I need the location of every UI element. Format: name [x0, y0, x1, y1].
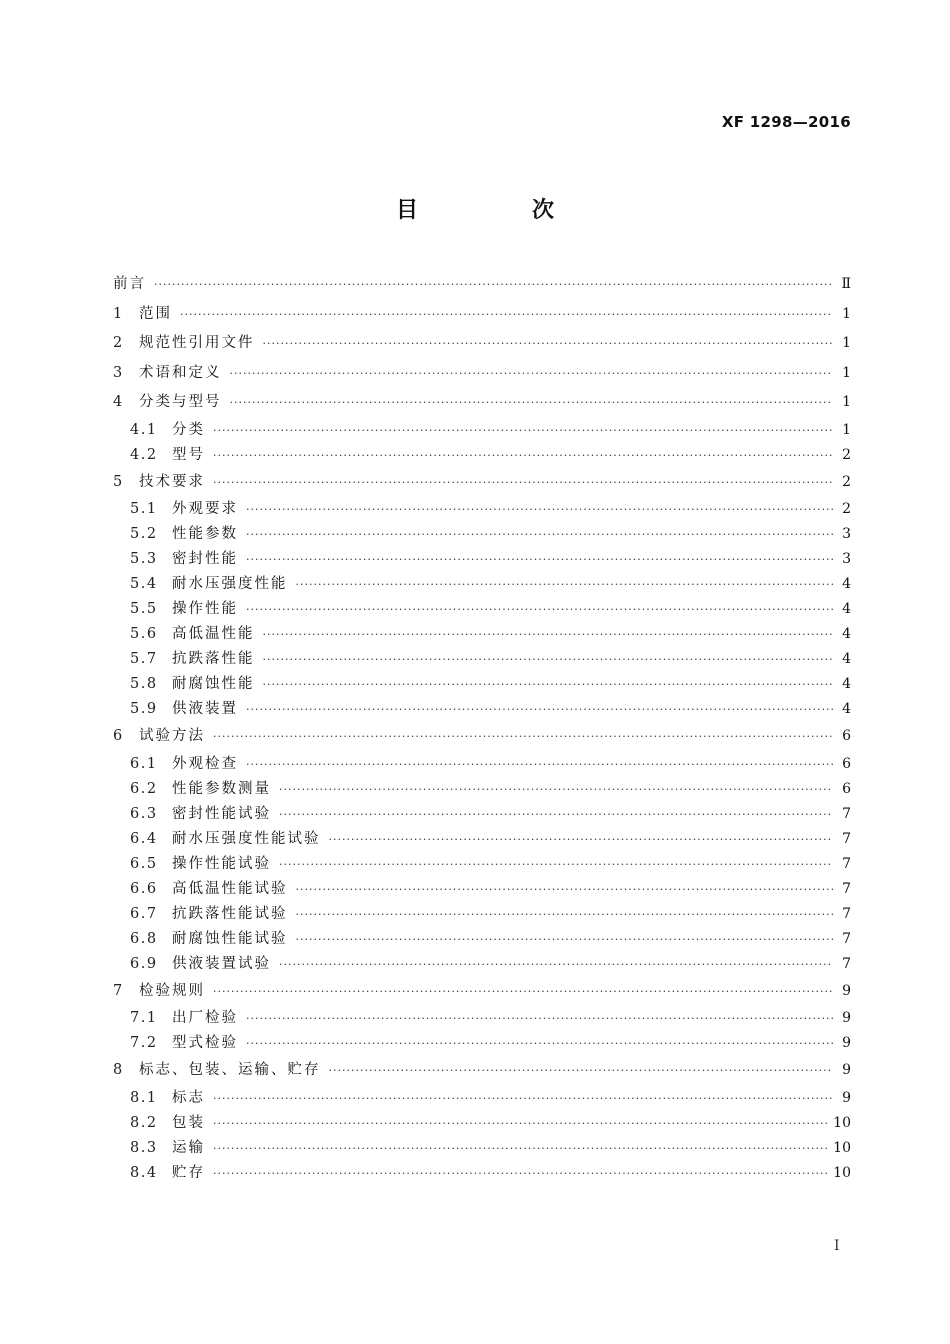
toc-entry-page: 2	[842, 473, 851, 490]
toc-dot-leader	[263, 622, 834, 647]
toc-entry-page: 4	[842, 676, 851, 692]
standard-code: XF 1298—2016	[721, 113, 851, 131]
toc-dot-leader	[296, 927, 834, 952]
toc-entry-page: 10	[833, 1139, 851, 1156]
toc-entry-label: 供液装置	[172, 701, 238, 717]
toc-dot-leader	[296, 902, 834, 927]
toc-entry-number: 7.2	[130, 1035, 158, 1051]
toc-entry-page: 9	[842, 982, 851, 999]
toc-entry-number: 8.3	[130, 1139, 158, 1156]
toc-entry-number: 6.4	[130, 830, 158, 847]
toc-entry-page: 1	[842, 364, 851, 381]
toc-entry-number: 5.6	[130, 626, 158, 642]
toc-entry-page: 4	[842, 651, 851, 667]
toc-entry[interactable]	[113, 647, 851, 672]
toc-entry-label: 包装	[172, 1114, 205, 1131]
toc-entry-number: 5.8	[130, 676, 158, 692]
toc-entry[interactable]	[113, 1086, 851, 1111]
toc-dot-leader	[263, 672, 834, 697]
toc-dot-leader	[279, 952, 833, 977]
toc-entry-label: 出厂检验	[172, 1010, 238, 1026]
toc-entry-page: 4	[842, 576, 851, 592]
toc-entry[interactable]	[113, 300, 851, 330]
toc-entry-page: 7	[842, 905, 851, 922]
toc-entry-label: 外观检查	[172, 755, 238, 772]
toc-entry-page: 7	[842, 955, 851, 972]
table-of-contents	[113, 270, 851, 1186]
toc-dot-leader	[213, 418, 833, 443]
toc-entry-number: 1	[113, 305, 123, 322]
toc-entry-number: 5.9	[130, 701, 158, 717]
toc-entry-page: 6	[842, 755, 851, 772]
toc-entry[interactable]	[113, 827, 851, 852]
toc-entry[interactable]	[113, 468, 851, 498]
toc-entry[interactable]	[113, 270, 851, 300]
toc-entry-page: 9	[842, 1062, 851, 1078]
toc-entry-label: 供液装置试验	[172, 955, 271, 972]
toc-entry[interactable]	[113, 1136, 851, 1161]
toc-entry-label: 耐水压强度性能试验	[172, 830, 321, 847]
toc-entry-label: 耐腐蚀性能试验	[172, 930, 288, 947]
toc-entry-number: 6	[113, 728, 123, 744]
toc-dot-leader	[246, 497, 833, 522]
toc-dot-leader	[329, 1056, 834, 1086]
toc-entry-label: 密封性能试验	[172, 805, 271, 822]
toc-entry[interactable]	[113, 952, 851, 977]
toc-dot-leader	[279, 802, 833, 827]
toc-entry-page: 1	[842, 421, 851, 438]
toc-entry-number: 5.1	[130, 501, 158, 517]
toc-entry[interactable]	[113, 329, 851, 359]
toc-entry-page: 7	[842, 830, 851, 847]
toc-entry-label: 分类	[172, 421, 205, 438]
toc-dot-leader	[230, 359, 834, 389]
toc-entry-label: 操作性能试验	[172, 855, 271, 872]
toc-entry-number: 7.1	[130, 1010, 158, 1026]
toc-entry[interactable]	[113, 522, 851, 547]
toc-entry[interactable]	[113, 852, 851, 877]
toc-dot-leader	[296, 572, 834, 597]
toc-entry-number: 5	[113, 473, 123, 490]
page-number: I	[834, 1238, 840, 1254]
toc-entry-label: 标志	[172, 1089, 205, 1106]
toc-entry-label: 密封性能	[172, 551, 238, 567]
toc-entry-page: 3	[842, 526, 851, 542]
toc-entry-number: 3	[113, 364, 123, 381]
toc-entry-number: 5.2	[130, 526, 158, 542]
toc-entry-label: 型号	[172, 446, 205, 463]
toc-entry-page: 7	[842, 805, 851, 822]
toc-entry-page: 1	[842, 335, 851, 351]
toc-entry-number: 6.6	[130, 880, 158, 897]
toc-entry-number: 7	[113, 982, 123, 999]
toc-entry[interactable]	[113, 388, 851, 418]
toc-entry-label: 耐腐蚀性能	[172, 676, 255, 692]
toc-entry-number: 6.2	[130, 780, 158, 797]
toc-entry-label: 高低温性能试验	[172, 880, 288, 897]
toc-entry-page: 7	[842, 880, 851, 897]
toc-entry-label: 性能参数	[172, 526, 238, 542]
toc-entry[interactable]	[113, 977, 851, 1007]
toc-entry[interactable]	[113, 443, 851, 468]
toc-dot-leader	[230, 388, 834, 418]
toc-entry-number: 6.3	[130, 805, 158, 822]
toc-entry[interactable]	[113, 1111, 851, 1136]
toc-entry[interactable]	[113, 777, 851, 802]
toc-entry-number: 8.2	[130, 1114, 158, 1131]
toc-dot-leader	[154, 270, 833, 300]
toc-dot-leader	[213, 443, 833, 468]
toc-entry[interactable]	[113, 572, 851, 597]
toc-entry-label: 分类与型号	[139, 394, 222, 410]
toc-entry[interactable]	[113, 547, 851, 572]
toc-entry-label: 范围	[139, 305, 172, 322]
toc-entry[interactable]	[113, 752, 851, 777]
toc-dot-leader	[246, 1031, 833, 1056]
toc-dot-leader	[213, 1161, 827, 1186]
toc-entry-number: 4.1	[130, 421, 158, 438]
toc-entry-label: 高低温性能	[172, 626, 255, 642]
toc-entry[interactable]	[113, 672, 851, 697]
toc-entry-page: 7	[842, 930, 851, 947]
page-title: 目 次	[395, 198, 600, 223]
toc-entry-page: 1	[842, 305, 851, 322]
toc-entry[interactable]	[113, 877, 851, 902]
toc-entry-page: 4	[842, 601, 851, 617]
toc-entry-label: 性能参数测量	[172, 780, 271, 797]
toc-dot-leader	[213, 1111, 827, 1136]
toc-dot-leader	[213, 722, 833, 752]
toc-entry-label: 操作性能	[172, 601, 238, 617]
toc-entry-number: 5.3	[130, 551, 158, 567]
toc-entry-number: 6.5	[130, 855, 158, 872]
toc-entry-label: 耐水压强度性能	[172, 576, 288, 592]
toc-entry-label: 检验规则	[139, 982, 205, 999]
toc-entry[interactable]	[113, 497, 851, 522]
toc-entry-number: 6.8	[130, 930, 158, 947]
toc-entry-page: 6	[842, 728, 851, 744]
toc-entry-label: 型式检验	[172, 1035, 238, 1051]
toc-entry-label: 外观要求	[172, 501, 238, 517]
toc-entry-number: 5.5	[130, 601, 158, 617]
toc-entry-label: 技术要求	[139, 473, 205, 490]
toc-entry-page: 9	[842, 1089, 851, 1106]
toc-entry[interactable]	[113, 1056, 851, 1086]
toc-entry-page: 10	[833, 1164, 851, 1181]
toc-entry-page: 4	[842, 626, 851, 642]
toc-entry[interactable]	[113, 622, 851, 647]
toc-entry-page: 4	[842, 701, 851, 717]
toc-entry[interactable]	[113, 1006, 851, 1031]
toc-dot-leader	[246, 522, 833, 547]
toc-entry[interactable]	[113, 597, 851, 622]
toc-dot-leader	[246, 697, 833, 722]
toc-entry-page: 9	[842, 1010, 851, 1026]
toc-entry-number: 4	[113, 394, 123, 410]
toc-dot-leader	[296, 877, 834, 902]
toc-dot-leader	[213, 468, 833, 498]
toc-dot-leader	[329, 827, 834, 852]
toc-entry[interactable]	[113, 802, 851, 827]
toc-entry-number: 6.1	[130, 755, 158, 772]
toc-entry-label: 术语和定义	[139, 364, 222, 381]
toc-entry-label: 贮存	[172, 1164, 205, 1181]
toc-entry-page: 9	[842, 1035, 851, 1051]
toc-entry-number: 6.9	[130, 955, 158, 972]
toc-entry-label: 抗跌落性能	[172, 651, 255, 667]
toc-dot-leader	[213, 977, 833, 1007]
toc-entry-label: 标志、包装、运输、贮存	[139, 1062, 321, 1078]
toc-entry-label: 运输	[172, 1139, 205, 1156]
toc-entry-page: 7	[842, 855, 851, 872]
toc-entry-number: 5.4	[130, 576, 158, 592]
toc-entry-number: 8	[113, 1062, 123, 1078]
toc-entry-page: 3	[842, 551, 851, 567]
toc-entry-page: 1	[842, 394, 851, 410]
toc-dot-leader	[246, 752, 833, 777]
toc-dot-leader	[279, 852, 833, 877]
toc-dot-leader	[263, 647, 834, 672]
toc-dot-leader	[279, 777, 833, 802]
toc-entry-page: 10	[833, 1114, 851, 1131]
toc-dot-leader	[213, 1086, 833, 1111]
toc-entry[interactable]	[113, 722, 851, 752]
toc-entry[interactable]	[113, 927, 851, 952]
toc-entry-label: 试验方法	[139, 728, 205, 744]
toc-dot-leader	[246, 547, 833, 572]
toc-entry-page: Ⅱ	[841, 276, 851, 292]
toc-entry-number: 2	[113, 335, 123, 351]
toc-entry-label: 规范性引用文件	[139, 335, 255, 351]
toc-entry[interactable]	[113, 418, 851, 443]
toc-dot-leader	[246, 597, 833, 622]
toc-entry-number: 8.4	[130, 1164, 158, 1181]
toc-entry-number: 8.1	[130, 1089, 158, 1106]
toc-dot-leader	[263, 329, 834, 359]
toc-entry[interactable]	[113, 902, 851, 927]
toc-dot-leader	[246, 1006, 833, 1031]
toc-dot-leader	[213, 1136, 827, 1161]
toc-entry[interactable]	[113, 697, 851, 722]
toc-entry-number: 4.2	[130, 446, 158, 463]
toc-entry-page: 6	[842, 780, 851, 797]
toc-entry-page: 2	[842, 501, 851, 517]
toc-entry-number: 6.7	[130, 905, 158, 922]
toc-entry-page: 2	[842, 446, 851, 463]
toc-entry[interactable]	[113, 359, 851, 389]
toc-entry[interactable]	[113, 1161, 851, 1186]
toc-entry-label: 前言	[113, 276, 146, 292]
toc-dot-leader	[180, 300, 833, 330]
toc-entry-number: 5.7	[130, 651, 158, 667]
toc-entry-label: 抗跌落性能试验	[172, 905, 288, 922]
toc-entry[interactable]	[113, 1031, 851, 1056]
